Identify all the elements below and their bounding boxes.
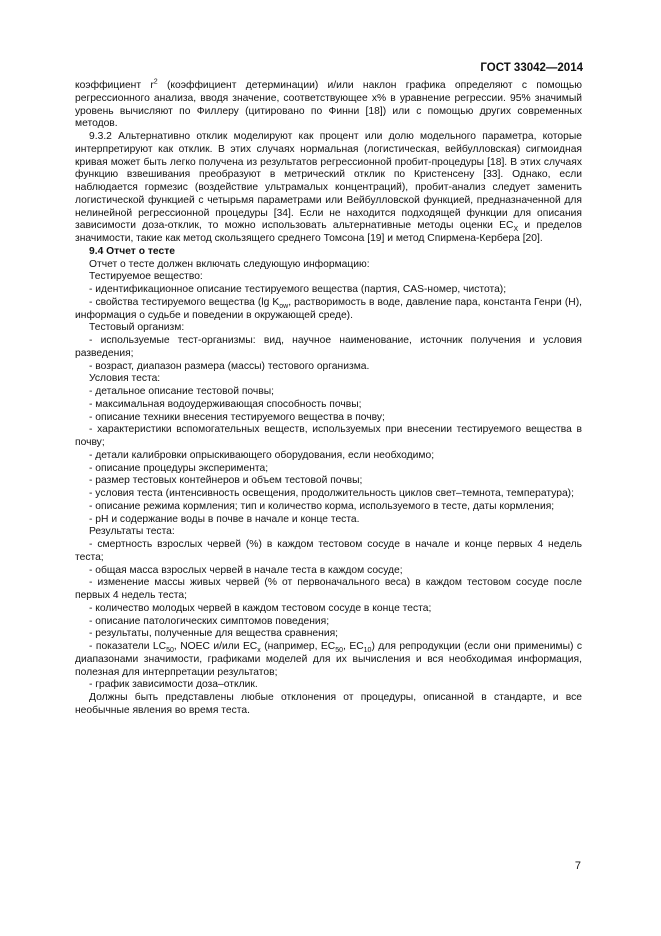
list-item: - детальное описание тестовой почвы; xyxy=(89,386,275,397)
subscript: X xyxy=(513,226,519,234)
text: 9.3.2 Альтернативно отклик моделируют как процент или долю модельного параметра, которые интерпретируют как отклик. В этих случаях нормальная (логистическая, вейбулловская) сигмоидная кривая может быть легко получена из результатов регрессионной пробит-процедуры [18]. В этих случаях функцию взвешивания преобразуют в метрический отклик по Кристенсену [33]. Однако, если наблюдается гормезис (воздействие ультрамалых концентраций), пробит-анализ следует заменить логистической функцией с четырьмя параметрами или Вейбулловской функцией, предназначенной для нелинейной регрессионной процедуры [34]. Если не находится подходящей функции для описания зависимости доза-отклик, то можно использовать альтернативные методы оценки EC xyxy=(75,131,582,232)
organism-heading: Тестовый организм: xyxy=(89,322,185,334)
closing-paragraph: Должны быть представлены любые отклонения от процедуры, описанной в стандарте, и все необычные явления во время теста. xyxy=(75,692,582,716)
text: ) для репродукции (если они применимы) с диапазонами значимости, графиками моделей для их вычисления и вся необходимая информация, полезная для интерпретации результатов; xyxy=(75,641,582,678)
page-number: 7 xyxy=(574,860,581,872)
text: , растворимость в воде, давление пара, константа Генри (H), информация о судьбе и поведении в окружающей среде). xyxy=(75,296,582,321)
subscript: ow xyxy=(279,302,289,310)
text: - свойства тестируемого вещества (lg K xyxy=(89,296,280,308)
list-item: - результаты, полученные для вещества сравнения; xyxy=(89,628,339,640)
paragraph-9-3-2 xyxy=(75,131,582,246)
list-item xyxy=(75,641,582,679)
section-heading-9-4: 9.4 Отчет о тесте xyxy=(89,245,175,257)
document-header: ГОСТ 33042—2014 xyxy=(480,62,583,74)
text: , EC xyxy=(343,641,364,652)
text: (коэффициент детерминации) и/или наклон графика определяют с помощью регрессионного анализа, вводя значение, соответствующее х% в уравнение регрессии. 95% значимый уровень вычисляют по Филлеру (цитировано по Финни [18]) или с помощью других современных методов. xyxy=(75,80,582,130)
subscript: 50 xyxy=(335,647,344,655)
list-item: - изменение массы живых червей (% от первоначального веса) в каждом тестовом сосуде после первых 4 недель теста; xyxy=(75,577,582,601)
list-item: - возраст, диапазон размера (массы) тестового организма. xyxy=(89,360,370,372)
list-item xyxy=(75,297,582,323)
list-item: - идентификационное описание тестируемого вещества (партия, CAS-номер, чистота); xyxy=(89,284,507,295)
list-item: - описание режима кормления; тип и количество корма, используемого в тесте, даты кормления; xyxy=(89,500,555,512)
conditions-heading: Условия теста: xyxy=(89,373,161,385)
list-item: - максимальная водоудерживающая способность почвы; xyxy=(89,398,362,410)
document-body xyxy=(75,80,582,718)
paragraph-regression xyxy=(75,80,582,131)
list-item: - используемые тест-организмы: вид, научное наименование, источник получения и условия разведения; xyxy=(75,335,582,359)
text: и пределов значимости, такие как метод скользящего среднего Томсона [19] и метод Спирмена-Кербера [20]. xyxy=(75,220,582,244)
substance-heading: Тестируемое вещество: xyxy=(89,271,203,283)
text: , NOEC и/или EC xyxy=(173,641,258,652)
list-item: - условия теста (интенсивность освещения, продолжительность циклов свет–темнота, температура); xyxy=(89,488,574,499)
subscript: x xyxy=(257,647,261,655)
list-item: - общая масса взрослых червей в начале теста в каждом сосуде; xyxy=(89,564,403,576)
list-item: - количество молодых червей в каждом тестовом сосуде в конце теста; xyxy=(89,602,432,614)
report-intro: Отчет о тесте должен включать следующую информацию: xyxy=(89,258,370,270)
list-item: - описание техники внесения тестируемого вещества в почву; xyxy=(89,411,385,423)
list-item: - описание процедуры эксперимента; xyxy=(89,462,269,474)
results-heading: Результаты теста: xyxy=(89,526,175,538)
superscript: 2 xyxy=(153,78,158,86)
list-item: - смертность взрослых червей (%) в каждом тестовом сосуде в начале и конце первых 4 недель теста; xyxy=(75,539,582,563)
list-item: - характеристики вспомогательных веществ, используемых при внесении тестируемого вещества в почву; xyxy=(75,424,582,448)
subscript: 50 xyxy=(166,647,174,655)
list-item: - детали калибровки опрыскивающего оборудования, если необходимо; xyxy=(89,449,435,461)
text: коэффициент r xyxy=(75,80,154,91)
text: - показатели LC xyxy=(89,641,167,652)
list-item: - размер тестовых контейнеров и объем тестовой почвы; xyxy=(89,475,363,487)
list-item: - график зависимости доза–отклик. xyxy=(89,679,258,691)
list-item: - описание патологических симптомов поведения; xyxy=(89,615,330,627)
list-item: - pH и содержание воды в почве в начале и конце теста. xyxy=(89,513,360,525)
subscript: 10 xyxy=(363,647,372,655)
text: (например, EC xyxy=(260,641,336,652)
